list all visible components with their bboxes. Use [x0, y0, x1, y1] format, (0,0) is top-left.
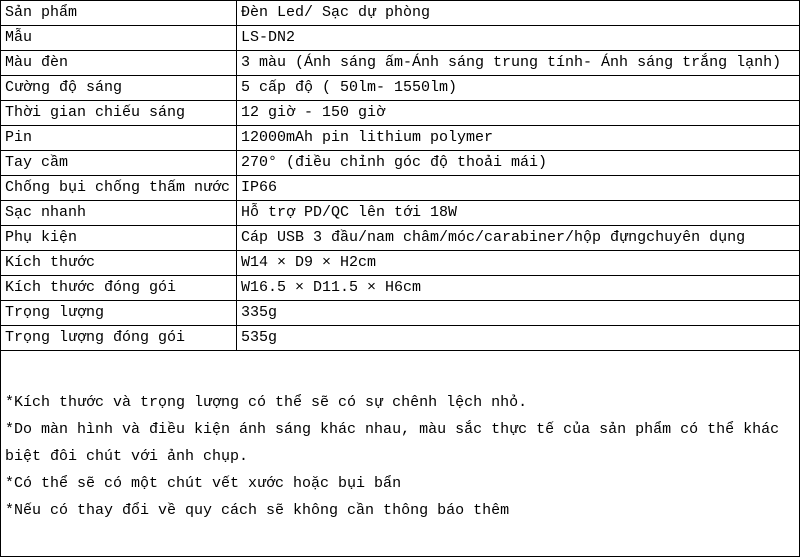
note-line: *Có thể sẽ có một chút vết xước hoặc bụi bẩn	[5, 475, 402, 492]
table-row	[1, 201, 799, 226]
table-row	[1, 176, 799, 201]
table-row	[1, 76, 799, 101]
table-row	[1, 226, 799, 251]
spec-value: LS-DN2	[237, 26, 800, 51]
spec-value: W14 × D9 × H2cm	[237, 251, 800, 276]
spec-value: Cáp USB 3 đầu/nam châm/móc/carabiner/hộp đựngchuyên dụng	[237, 226, 800, 251]
spec-label: Mẫu	[1, 26, 237, 51]
table-row	[1, 1, 799, 26]
spec-value: 12000mAh pin lithium polymer	[237, 126, 800, 151]
spec-label: Kích thước đóng gói	[1, 276, 237, 301]
spec-value: 3 màu (Ánh sáng ấm-Ánh sáng trung tính- Ánh sáng trắng lạnh)	[237, 51, 800, 76]
spec-label: Trọng lượng	[1, 301, 237, 326]
note-line: *Do màn hình và điều kiện ánh sáng khác nhau, màu sắc thực tế của sản phẩm có thể khác	[5, 421, 780, 438]
table-row	[1, 251, 799, 276]
table-row	[1, 51, 799, 76]
table-row	[1, 276, 799, 301]
spec-value: Hỗ trợ PD/QC lên tới 18W	[237, 201, 800, 226]
spec-table	[1, 1, 799, 351]
table-row	[1, 126, 799, 151]
notes-section	[5, 389, 795, 524]
spec-value: W16.5 × D11.5 × H6cm	[237, 276, 800, 301]
spec-label: Sạc nhanh	[1, 201, 237, 226]
spec-label: Pin	[1, 126, 237, 151]
spec-value: 5 cấp độ ( 50lm- 1550lm)	[237, 76, 800, 101]
spec-label: Trọng lượng đóng gói	[1, 326, 237, 351]
spec-value: 535g	[237, 326, 800, 351]
spec-label: Màu đèn	[1, 51, 237, 76]
spec-value: IP66	[237, 176, 800, 201]
spec-label: Thời gian chiếu sáng	[1, 101, 237, 126]
spec-label: Cường độ sáng	[1, 76, 237, 101]
spec-value: 270° (điều chỉnh góc độ thoải mái)	[237, 151, 800, 176]
spec-value: 12 giờ - 150 giờ	[237, 101, 800, 126]
note-line: *Nếu có thay đổi về quy cách sẽ không cần thông báo thêm	[5, 502, 510, 519]
spec-label: Chống bụi chống thấm nước	[1, 176, 237, 201]
table-row	[1, 151, 799, 176]
spec-value: 335g	[237, 301, 800, 326]
note-line: *Kích thước và trọng lượng có thể sẽ có sự chênh lệch nhỏ.	[5, 394, 528, 411]
table-row	[1, 101, 799, 126]
table-row	[1, 326, 799, 351]
spec-label: Sản phẩm	[1, 1, 237, 26]
table-row	[1, 301, 799, 326]
spec-label: Tay cầm	[1, 151, 237, 176]
note-line: biệt đôi chút với ảnh chụp.	[5, 448, 249, 465]
spec-label: Kích thước	[1, 251, 237, 276]
table-row	[1, 26, 799, 51]
spec-label: Phụ kiện	[1, 226, 237, 251]
spec-value: Đèn Led/ Sạc dự phòng	[237, 1, 800, 26]
